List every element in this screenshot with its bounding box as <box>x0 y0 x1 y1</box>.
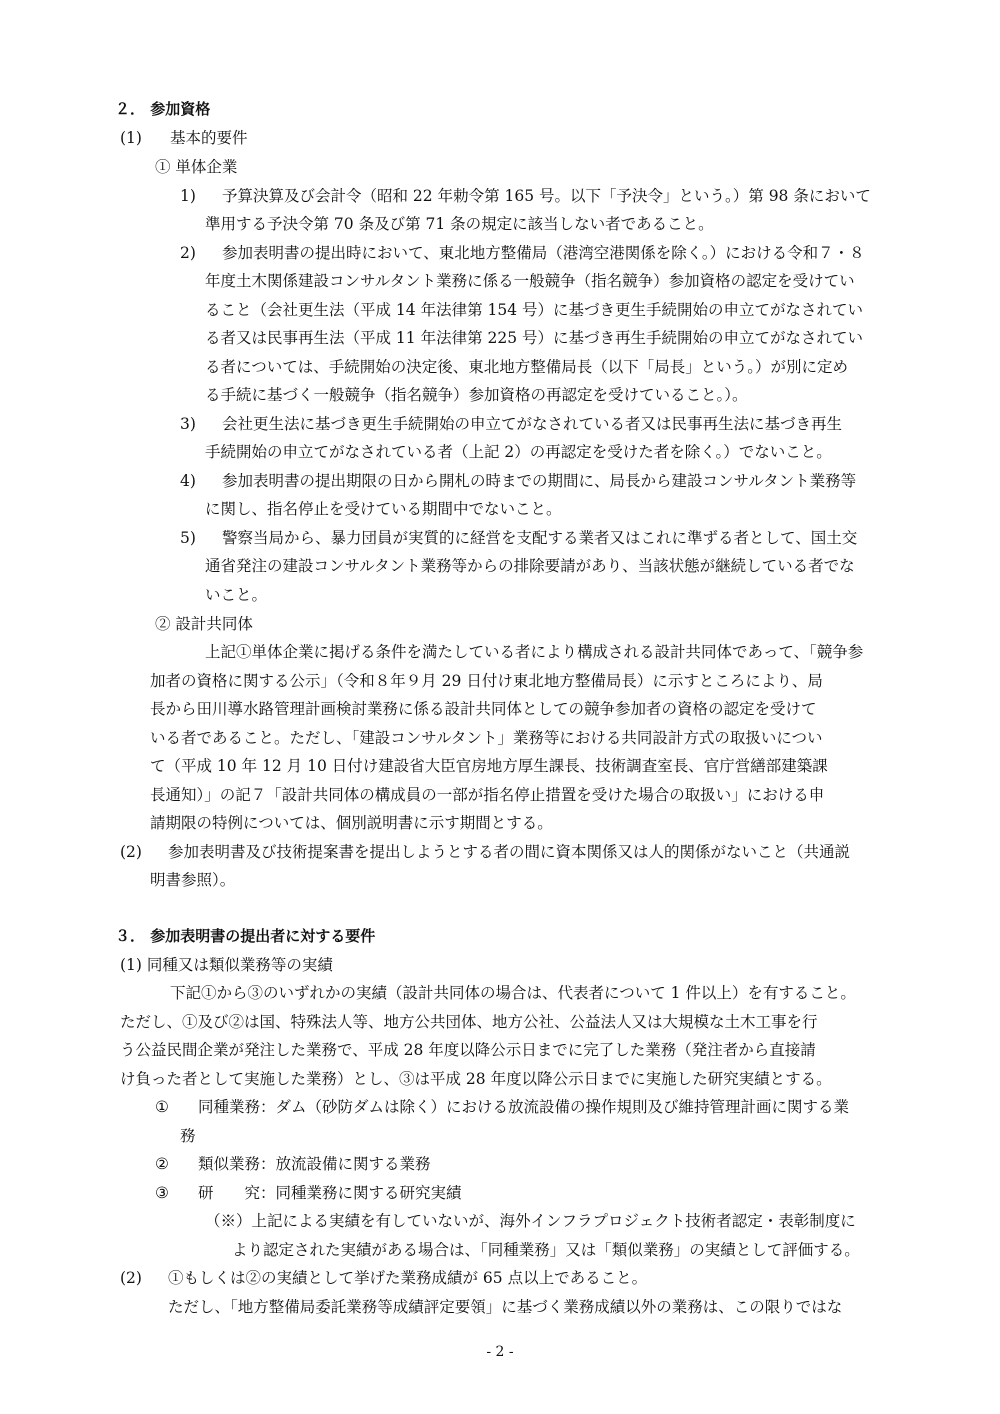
c2-line: 上記①単体企業に掲げる条件を満たしている者により構成される設計共同体であって、「競争参 <box>205 643 864 661</box>
section-2-heading: ２． 参加資格 <box>115 100 211 118</box>
c1-item-line: 年度土木関係建設コンサルタント業務に係る一般競争（指名競争）参加資格の認定を受けてい <box>205 272 855 290</box>
c1-item-number: 2) <box>180 244 196 262</box>
s3-p1-line: う公益民間企業が発注した業務で、平成 28 年度以降公示日までに完了した業務（発注者から直接請 <box>120 1041 816 1059</box>
c1-item-line: る者又は民事再生法（平成 11 年法律第 225 号）に基づき再生手続開始の申立てがなされてい <box>205 329 864 347</box>
s2-c2-title: ② 設計共同体 <box>155 615 253 633</box>
s3-item-number: ③ <box>155 1184 169 1202</box>
s3-p1-title: (1) 同種又は類似業務等の実績 <box>120 956 333 974</box>
c1-item-line: ること（会社更生法（平成 14 年法律第 154 号）に基づき更生手続開始の申立てがなされてい <box>205 301 864 319</box>
c1-item-line: 警察当局から、暴力団員が実質的に経営を支配する業者又はこれに準ずる者として、国土交 <box>222 529 858 547</box>
s2-c1-title: ① 単体企業 <box>155 158 238 176</box>
s3-p2-line: ①もしくは②の実績として挙げた業務成績が 65 点以上であること。 <box>168 1269 648 1287</box>
s2-p1-label: (1) <box>120 129 142 147</box>
s2-p2-line: 参加表明書及び技術提案書を提出しようとする者の間に資本関係又は人的関係がないこと（共通説 <box>168 843 851 861</box>
c1-item-line: 準用する予決令第 70 条及び第 71 条の規定に該当しない者であること。 <box>205 215 714 233</box>
c1-item-line: 参加表明書の提出時において、東北地方整備局（港湾空港関係を除く。）における令和７・８ <box>222 244 865 262</box>
c1-item-line: る者については、手続開始の決定後、東北地方整備局長（以下「局長」という。）が別に定め <box>205 358 848 376</box>
c1-item-line: に関し、指名停止を受けている期間中でないこと。 <box>205 500 562 518</box>
s3-item-line: 類似業務：放流設備に関する業務 <box>198 1155 431 1173</box>
c1-item-line: 通省発注の建設コンサルタント業務等からの排除要請があり、当該状態が継続している者でな <box>205 557 855 575</box>
c1-item-line: いこと。 <box>205 586 268 604</box>
page-number: - 2 - <box>486 1344 514 1360</box>
c2-line: 長から田川導水路管理計画検討業務に係る設計共同体としての競争参加者の資格の認定を受けて <box>150 700 817 718</box>
c1-item-line: る手続に基づく一般競争（指名競争）参加資格の再認定を受けていること。）。 <box>205 386 748 404</box>
s2-p1-title: 基本的要件 <box>170 129 248 147</box>
s3-p2-label: (2) <box>120 1269 142 1287</box>
s3-p1-line: け負った者として実施した業務）とし、③は平成 28 年度以降公示日までに実施した研究実績とする。 <box>120 1070 832 1088</box>
s3-item-line: 研 究：同種業務に関する研究実績 <box>198 1184 462 1202</box>
s3-item-number: ① <box>155 1098 169 1116</box>
s3-p1-line: ただし、①及び②は国、特殊法人等、地方公共団体、地方公社、公益法人又は大規模な土木工事を行 <box>120 1013 818 1031</box>
s3-p1-line: 下記①から③のいずれかの実績（設計共同体の場合は、代表者について 1 件以上）を有すること。 <box>170 984 856 1002</box>
c2-line: 長通知）」の記７「設計共同体の構成員の一部が指名停止措置を受けた場合の取扱い」における申 <box>150 786 825 804</box>
c1-item-line: 会社更生法に基づき更生手続開始の申立てがなされている者又は民事再生法に基づき再生 <box>222 415 843 433</box>
s3-item-line: 務 <box>180 1127 196 1145</box>
c1-item-line: 手続開始の申立てがなされている者（上記 2）の再認定を受けた者を除く。）でないこと。 <box>205 443 832 461</box>
s2-p2-line: 明書参照）。 <box>150 871 236 889</box>
s3-note-line: より認定された実績がある場合は、「同種業務」又は「類似業務」の実績として評価する。 <box>232 1241 860 1259</box>
c2-line: いる者であること。ただし、「建設コンサルタント」業務等における共同設計方式の取扱いについ <box>150 729 823 747</box>
c1-item-number: 5) <box>180 529 196 547</box>
s3-item-line: 同種業務：ダム（砂防ダムは除く）における放流設備の操作規則及び維持管理計画に関する業 <box>198 1098 850 1116</box>
c1-item-number: 4) <box>180 472 196 490</box>
c1-item-number: 1) <box>180 187 196 205</box>
s2-p2-label: (2) <box>120 843 142 861</box>
c2-line: 請期限の特例については、個別説明書に示す期間とする。 <box>150 814 553 832</box>
c1-item-line: 予算決算及び会計令（昭和 22 年勅令第 165 号。以下「予決令」という。）第 98 条において <box>222 187 871 205</box>
c2-line: て（平成 10 年 12 月 10 日付け建設省大臣官房地方厚生課長、技術調査室長、官庁営繕部建築課 <box>150 757 828 775</box>
c1-item-number: 3) <box>180 415 196 433</box>
s3-note-line: （※）上記による実績を有していないが、海外インフラプロジェクト技術者認定・表彰制度に <box>205 1212 856 1230</box>
section-3-heading: ３． 参加表明書の提出者に対する要件 <box>115 927 376 945</box>
c2-line: 加者の資格に関する公示」（令和８年９月 29 日付け東北地方整備局長）に示すところにより、局 <box>150 672 823 690</box>
c1-item-line: 参加表明書の提出期限の日から開札の時までの期間に、局長から建設コンサルタント業務等 <box>222 472 857 490</box>
s3-item-number: ② <box>155 1155 169 1173</box>
s3-p2-line: ただし、「地方整備局委託業務等成績評定要領」に基づく業務成績以外の業務は、この限りではな <box>168 1298 843 1316</box>
